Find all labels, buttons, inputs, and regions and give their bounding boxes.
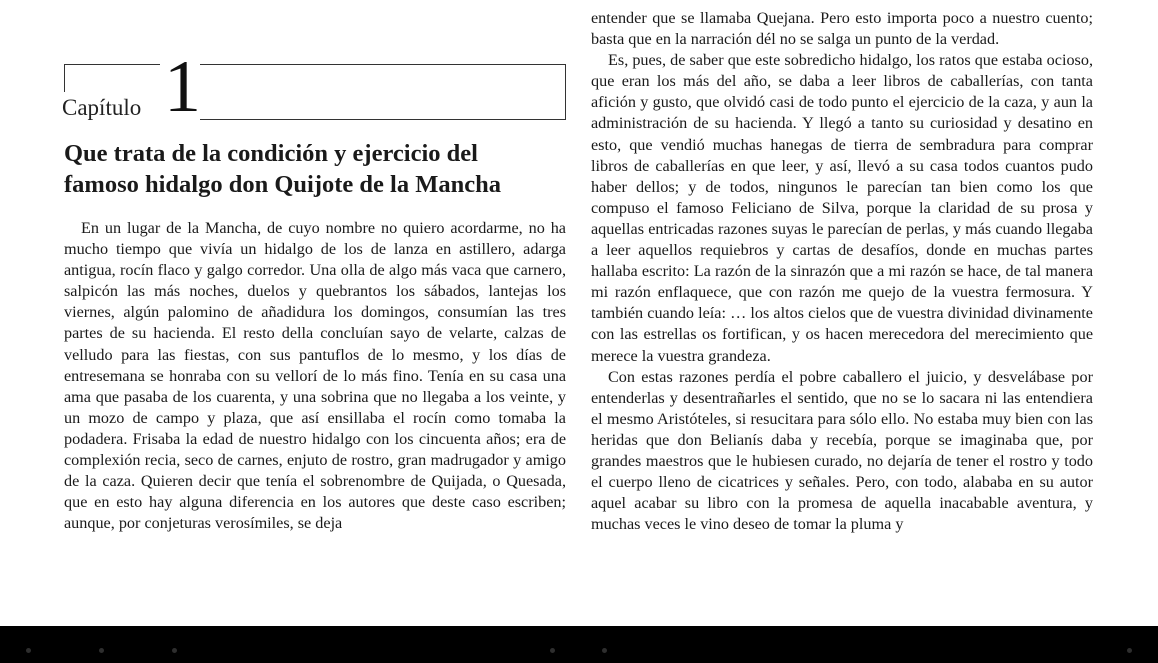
dot-icon <box>1127 648 1132 653</box>
paragraph: En un lugar de la Mancha, de cuyo nombre no quiero acordarme, no ha mucho tiempo que vivía un hidalgo de los de lanza en astillero, adarga antigua, rocín flaco y galgo corredor. Una olla de algo más vaca que carnero, salpicón las más noches, duelos y quebrantos los sábados, lantejas los viernes, algún palomino de añadidura los domingos, consumían las tres partes de su hacienda. El resto della concluían sayo de velarte, calzas de velludo para las fiestas, con sus pantuflos de lo mesmo, y los días de entresemana se honraba con su vellorí de lo más fino. Tenía en su casa una ama que pasaba de los cuarenta, y una sobrina que no llegaba a los veinte, y un mozo de campo y plaza, que así ensillaba el rocín como tomaba la podadera. Frisaba la edad de nuestro hidalgo con los cincuenta años; era de complexión recia, seco de carnes, enjuto de rostro, gran madrugador y amigo de la caza. Quieren decir que tenía el sobrenombre de Quijada, o Quesada, que en esto hay alguna diferencia en los autores que deste caso escriben; aunque, por conjeturas verosímiles, se deja <box>64 219 566 533</box>
chapter-label: Capítulo <box>62 95 142 120</box>
chapter-heading <box>62 46 566 128</box>
heading-rule <box>200 64 566 65</box>
dot-icon <box>602 648 607 653</box>
chapter-title-line: famoso hidalgo don Quijote de la Mancha <box>64 171 501 198</box>
heading-rule <box>565 64 566 120</box>
chapter-title-line: Que trata de la condición y ejercicio del <box>64 140 478 167</box>
chapter-title <box>64 138 566 200</box>
right-text-column <box>591 8 1093 535</box>
left-text-column <box>64 218 566 534</box>
dot-icon <box>172 648 177 653</box>
dot-icon <box>550 648 555 653</box>
heading-rule <box>200 119 566 120</box>
bottom-navigation-bar <box>0 626 1158 663</box>
paragraph: Es, pues, de saber que este sobredicho hidalgo, los ratos que estaba ocioso, que eran los más del año, se daba a leer libros de caballerías, con tanta afición y gusto, que olvidó casi de todo punto el ejercicio de la caza, y aun la administración de su hacienda. Y llegó a tanto su curiosidad y desatino en esto, que vendió muchas hanegas de tierra de sembradura para comprar libros de caballerías en que leer, y así, llevó a su casa todos cuantos pudo haber dellos; y de todos, ningunos le parecían tan bien como los que compuso el famoso Feliciano de Silva, porque la claridad de su prosa y aquellas entricadas razones suyas le parecían de perlas, y más cuando llegaba a leer aquellos requiebros y cartas de desafíos, donde en muchas partes hallaba escrito: La razón de la sinrazón que a mi razón se hace, de tal manera mi razón enflaquece, que con razón me quejo de la vuestra fermosura. Y también cuando leía: … los altos cielos que de vuestra divinidad divinamente con las estrellas os fortifican, y os hacen merecedora del merecimiento que merece la vuestra grandeza. <box>591 51 1093 365</box>
heading-rule <box>64 64 160 65</box>
chapter-number: 1 <box>164 46 201 128</box>
dot-icon <box>99 648 104 653</box>
paragraph: Con estas razones perdía el pobre caballero el juicio, y desvelábase por entenderlas y desentrañarles el sentido, que no se lo sacara ni las entendiera el mesmo Aristóteles, si resucitara para sólo ello. No estaba muy bien con las heridas que don Belianís daba y recebía, porque se imaginaba que, por grandes maestros que le hubiesen curado, no dejaría de tener el rostro y todo el cuerpo lleno de cicatrices y señales. Pero, con todo, alababa en su autor aquel acabar su libro con la promesa de aquella inacabable aventura, y muchas veces le vino deseo de tomar la pluma y <box>591 367 1093 534</box>
dot-icon <box>26 648 31 653</box>
paragraph: entender que se llamaba Quejana. Pero esto importa poco a nuestro cuento; basta que en la narración dél no se salga un punto de la verdad. <box>591 9 1093 49</box>
heading-rule <box>64 64 65 92</box>
